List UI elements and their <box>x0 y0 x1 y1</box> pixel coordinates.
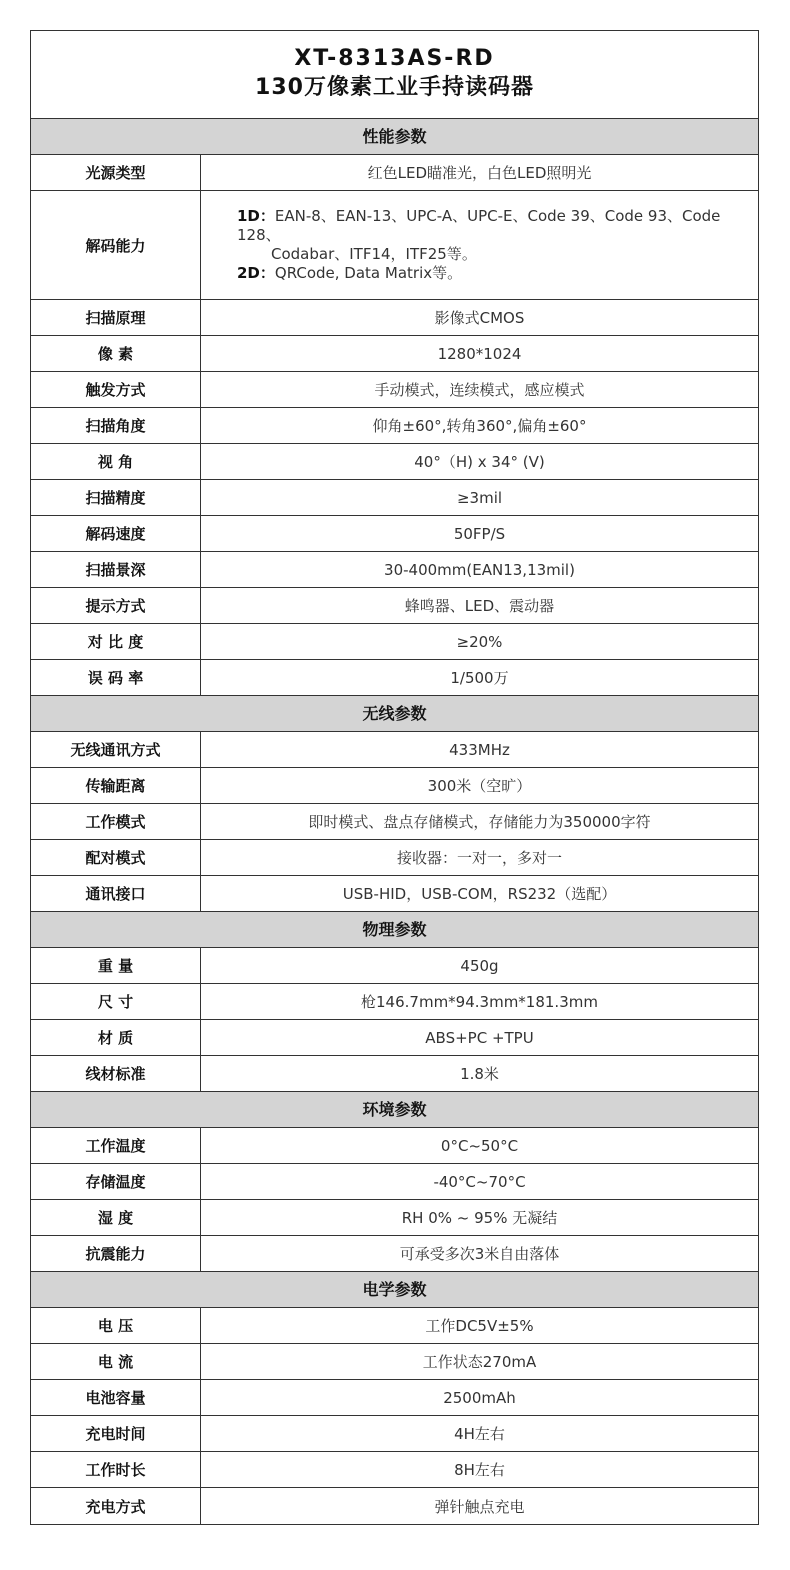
title-block <box>31 31 758 119</box>
spec-label: 扫描角度 <box>31 408 201 443</box>
spec-label: 材 质 <box>31 1020 201 1055</box>
decode-2d-text: QRCode, Data Matrix等。 <box>274 264 463 282</box>
spec-table <box>30 30 759 1525</box>
spec-label: 误 码 率 <box>31 660 201 695</box>
spec-value: 1/500万 <box>450 669 509 687</box>
spec-value: 40°（H) x 34° (V) <box>414 453 545 471</box>
spec-row <box>31 155 758 191</box>
spec-label: 尺 寸 <box>31 984 201 1019</box>
spec-row <box>31 1056 758 1092</box>
spec-row <box>31 552 758 588</box>
spec-label: 触发方式 <box>31 372 201 407</box>
spec-label: 充电方式 <box>31 1488 201 1524</box>
spec-value: ≥20% <box>456 632 503 651</box>
spec-label: 线材标准 <box>31 1056 201 1091</box>
spec-label: 重 量 <box>31 948 201 983</box>
spec-value: 工作DC5V±5% <box>425 1317 534 1335</box>
spec-value: 1.8米 <box>460 1065 499 1083</box>
section-header: 无线参数 <box>31 696 758 732</box>
decode-list <box>209 207 750 283</box>
spec-value: USB-HID，USB-COM，RS232（选配） <box>342 885 617 903</box>
spec-value: 8H左右 <box>454 1461 505 1479</box>
spec-value: 即时模式、盘点存储模式，存储能力为350000字符 <box>308 813 651 831</box>
decode-2d-line <box>237 264 740 283</box>
product-model: XT-8313AS-RD <box>294 46 495 71</box>
spec-value: 弹针触点充电 <box>434 1497 525 1516</box>
spec-row <box>31 948 758 984</box>
decode-2d-prefix: 2D： <box>237 264 275 282</box>
spec-label: 充电时间 <box>31 1416 201 1451</box>
spec-value: 450g <box>460 956 499 975</box>
spec-label: 电 流 <box>31 1344 201 1379</box>
spec-row <box>31 408 758 444</box>
spec-label: 解码能力 <box>31 191 201 299</box>
spec-row <box>31 480 758 516</box>
spec-row <box>31 1452 758 1488</box>
spec-value: 300米（空旷） <box>427 777 532 795</box>
spec-value: 50FP/S <box>453 524 506 543</box>
spec-value: 红色LED瞄准光，白色LED照明光 <box>367 164 592 182</box>
spec-value: ≥3mil <box>456 488 503 507</box>
spec-value: 枪146.7mm*94.3mm*181.3mm <box>361 993 598 1011</box>
spec-row <box>31 1164 758 1200</box>
spec-label: 配对模式 <box>31 840 201 875</box>
spec-value: 4H左右 <box>454 1425 505 1443</box>
spec-label: 对 比 度 <box>31 624 201 659</box>
spec-label: 提示方式 <box>31 588 201 623</box>
spec-value: 手动模式，连续模式，感应模式 <box>374 381 585 399</box>
spec-row <box>31 768 758 804</box>
spec-row <box>31 372 758 408</box>
spec-label: 湿 度 <box>31 1200 201 1235</box>
spec-label: 通讯接口 <box>31 876 201 911</box>
spec-row <box>31 876 758 912</box>
spec-row <box>31 984 758 1020</box>
spec-label: 电池容量 <box>31 1380 201 1415</box>
spec-label: 扫描景深 <box>31 552 201 587</box>
spec-row <box>31 1488 758 1524</box>
spec-value: 影像式CMOS <box>434 309 525 327</box>
spec-label: 扫描精度 <box>31 480 201 515</box>
spec-row <box>31 1020 758 1056</box>
spec-row <box>31 1236 758 1272</box>
decode-1d-line <box>237 207 740 245</box>
spec-row <box>31 804 758 840</box>
spec-label: 扫描原理 <box>31 300 201 335</box>
spec-row <box>31 732 758 768</box>
spec-value: 接收器：一对一，多对一 <box>396 849 562 867</box>
spec-value: 30-400mm(EAN13,13mil) <box>384 560 575 579</box>
spec-row <box>31 300 758 336</box>
spec-row <box>31 1308 758 1344</box>
section-header: 性能参数 <box>31 119 758 155</box>
spec-value: 1280*1024 <box>437 344 522 363</box>
spec-row <box>31 516 758 552</box>
spec-row <box>31 444 758 480</box>
decode-1d-prefix: 1D： <box>237 207 275 225</box>
spec-value: 0°C~50°C <box>440 1136 519 1155</box>
decode-1d-cont: Codabar、ITF14，ITF25等。 <box>271 245 477 263</box>
spec-label: 工作模式 <box>31 804 201 839</box>
spec-value: 蜂鸣器、LED、震动器 <box>404 597 555 615</box>
spec-value: ABS+PC +TPU <box>425 1028 534 1047</box>
spec-row-decode <box>31 191 758 300</box>
spec-row <box>31 840 758 876</box>
spec-label: 抗震能力 <box>31 1236 201 1271</box>
decode-1d-text: EAN-8、EAN-13、UPC-A、UPC-E、Code 39、Code 93、Code 128、 <box>237 207 721 244</box>
section-header: 物理参数 <box>31 912 758 948</box>
spec-row <box>31 1128 758 1164</box>
spec-label: 像 素 <box>31 336 201 371</box>
spec-row <box>31 660 758 696</box>
spec-row <box>31 588 758 624</box>
spec-label: 工作时长 <box>31 1452 201 1487</box>
spec-label: 传输距离 <box>31 768 201 803</box>
spec-label: 存储温度 <box>31 1164 201 1199</box>
spec-row <box>31 1344 758 1380</box>
spec-value: RH 0% ~ 95% 无凝结 <box>401 1209 558 1227</box>
spec-value: 仰角±60°,转角360°,偏角±60° <box>372 417 587 435</box>
spec-label: 工作温度 <box>31 1128 201 1163</box>
spec-value: 工作状态270mA <box>422 1353 537 1371</box>
spec-row <box>31 1380 758 1416</box>
spec-row <box>31 624 758 660</box>
spec-row <box>31 1200 758 1236</box>
spec-value: -40°C~70°C <box>433 1172 526 1191</box>
spec-value: 2500mAh <box>443 1388 516 1407</box>
sections-container <box>31 119 758 1524</box>
spec-value: 433MHz <box>449 740 510 759</box>
spec-label: 电 压 <box>31 1308 201 1343</box>
product-name: 130万像素工业手持读码器 <box>255 75 534 100</box>
section-header: 电学参数 <box>31 1272 758 1308</box>
section-header: 环境参数 <box>31 1092 758 1128</box>
spec-value-decode <box>201 191 758 299</box>
spec-label: 视 角 <box>31 444 201 479</box>
spec-value: 可承受多次3米自由落体 <box>399 1245 560 1263</box>
spec-label: 无线通讯方式 <box>31 732 201 767</box>
spec-row <box>31 336 758 372</box>
spec-label: 光源类型 <box>31 155 201 190</box>
spec-label: 解码速度 <box>31 516 201 551</box>
spec-row <box>31 1416 758 1452</box>
